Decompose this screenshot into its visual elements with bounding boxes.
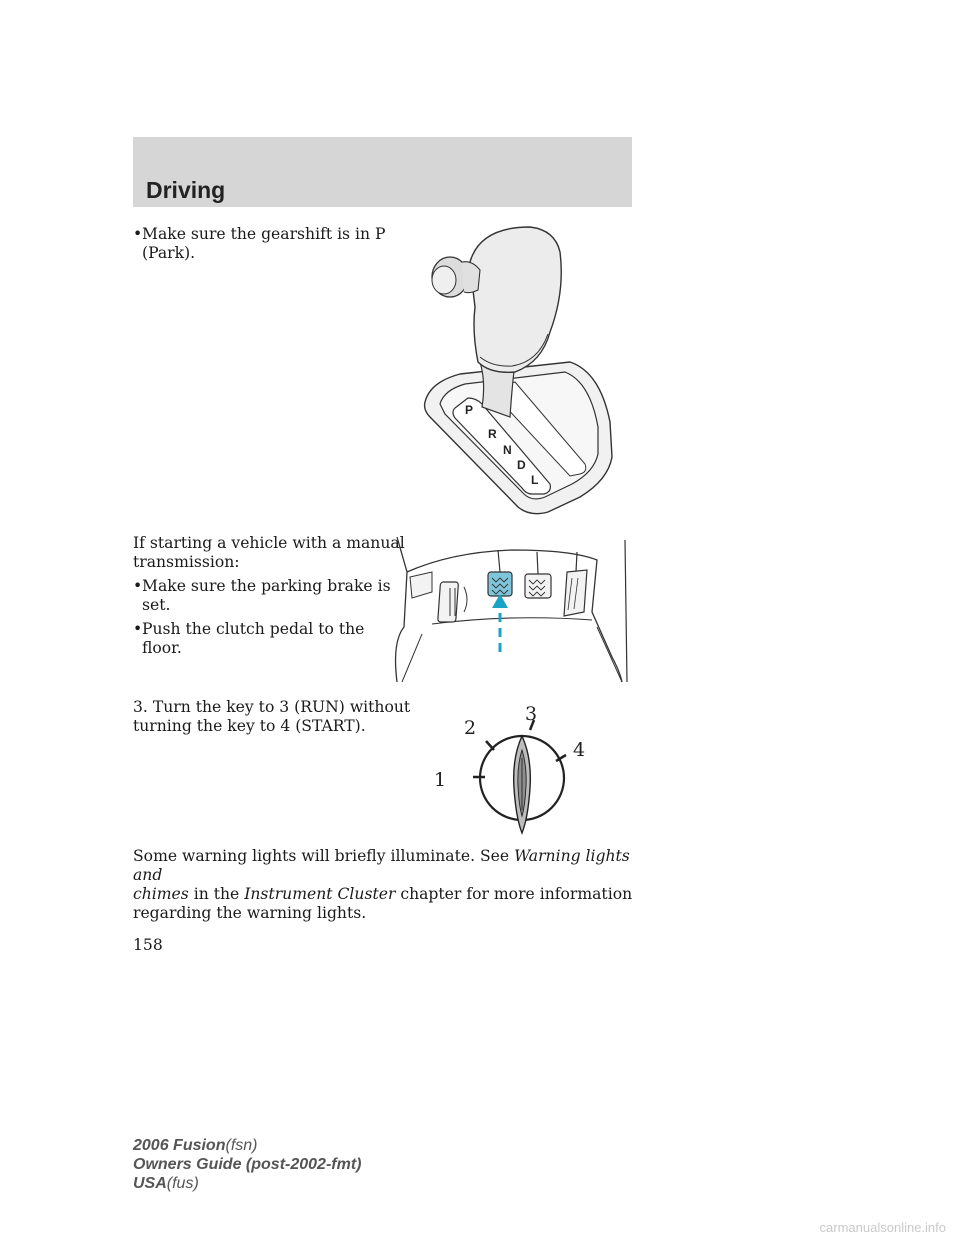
paragraph-line xyxy=(133,847,633,885)
ignition-illustration xyxy=(430,698,610,838)
footer-region: USA xyxy=(133,1175,167,1192)
step-line: 3. Turn the key to 3 (RUN) without xyxy=(133,698,411,716)
bullet-text: Push the clutch pedal to the xyxy=(142,620,365,638)
bullet-glyph: • xyxy=(133,620,143,638)
bullet-glyph: • xyxy=(133,577,143,595)
section-title: Driving xyxy=(146,177,226,203)
key-position-label: 4 xyxy=(573,739,586,761)
bullet-text: set. xyxy=(142,596,171,614)
gear-letter: L xyxy=(531,473,539,487)
paragraph-line: regarding the warning lights. xyxy=(133,904,367,922)
step-line: turning the key to 4 (START). xyxy=(133,717,366,735)
gear-letter: N xyxy=(503,443,512,457)
page-number: 158 xyxy=(133,936,163,954)
gearshift-illustration xyxy=(420,222,620,522)
bullet-text: (Park). xyxy=(142,244,196,262)
gear-letter: R xyxy=(488,427,497,441)
cross-reference: Warning lights and xyxy=(133,847,630,884)
intro-line: If starting a vehicle with a manual xyxy=(133,534,405,552)
watermark: carmanualsonline.info xyxy=(819,1220,946,1235)
paragraph-text: in the xyxy=(188,885,245,903)
footer-model: 2006 Fusion xyxy=(133,1137,226,1154)
gearshift-instruction xyxy=(133,225,386,263)
bullet-item xyxy=(133,620,405,658)
document-footer xyxy=(133,1136,361,1193)
key-position-label: 3 xyxy=(525,703,538,725)
warning-lights-paragraph xyxy=(133,847,633,923)
key-position-label: 1 xyxy=(434,769,447,791)
footer-code: (fsn) xyxy=(225,1137,258,1154)
gear-letter: P xyxy=(465,403,474,417)
footer-line xyxy=(133,1174,361,1193)
pedals-illustration xyxy=(392,532,632,687)
manual-transmission-instructions xyxy=(133,534,405,658)
key-step xyxy=(133,698,410,736)
key-position-label: 2 xyxy=(464,717,477,739)
section-header-band xyxy=(133,137,632,207)
bullet-glyph: • xyxy=(133,225,143,243)
bullet-text: floor. xyxy=(142,639,182,657)
bullet-item xyxy=(133,225,386,263)
footer-line: Owners Guide (post-2002-fmt) xyxy=(133,1156,362,1173)
footer-line xyxy=(133,1136,361,1155)
paragraph-text: chapter for more information xyxy=(395,885,633,903)
intro-line: transmission: xyxy=(133,553,240,571)
paragraph-text: Some warning lights will briefly illuminate. See xyxy=(133,847,510,865)
bullet-text: Make sure the parking brake is xyxy=(142,577,391,595)
paragraph-line xyxy=(133,885,633,904)
bullet-text: Make sure the gearshift is in P xyxy=(142,225,386,243)
cross-reference: Instrument Cluster xyxy=(244,885,396,903)
bullet-item xyxy=(133,577,405,615)
cross-reference: chimes xyxy=(133,885,189,903)
gear-letter: D xyxy=(517,458,526,472)
footer-code: (fus) xyxy=(166,1175,199,1192)
